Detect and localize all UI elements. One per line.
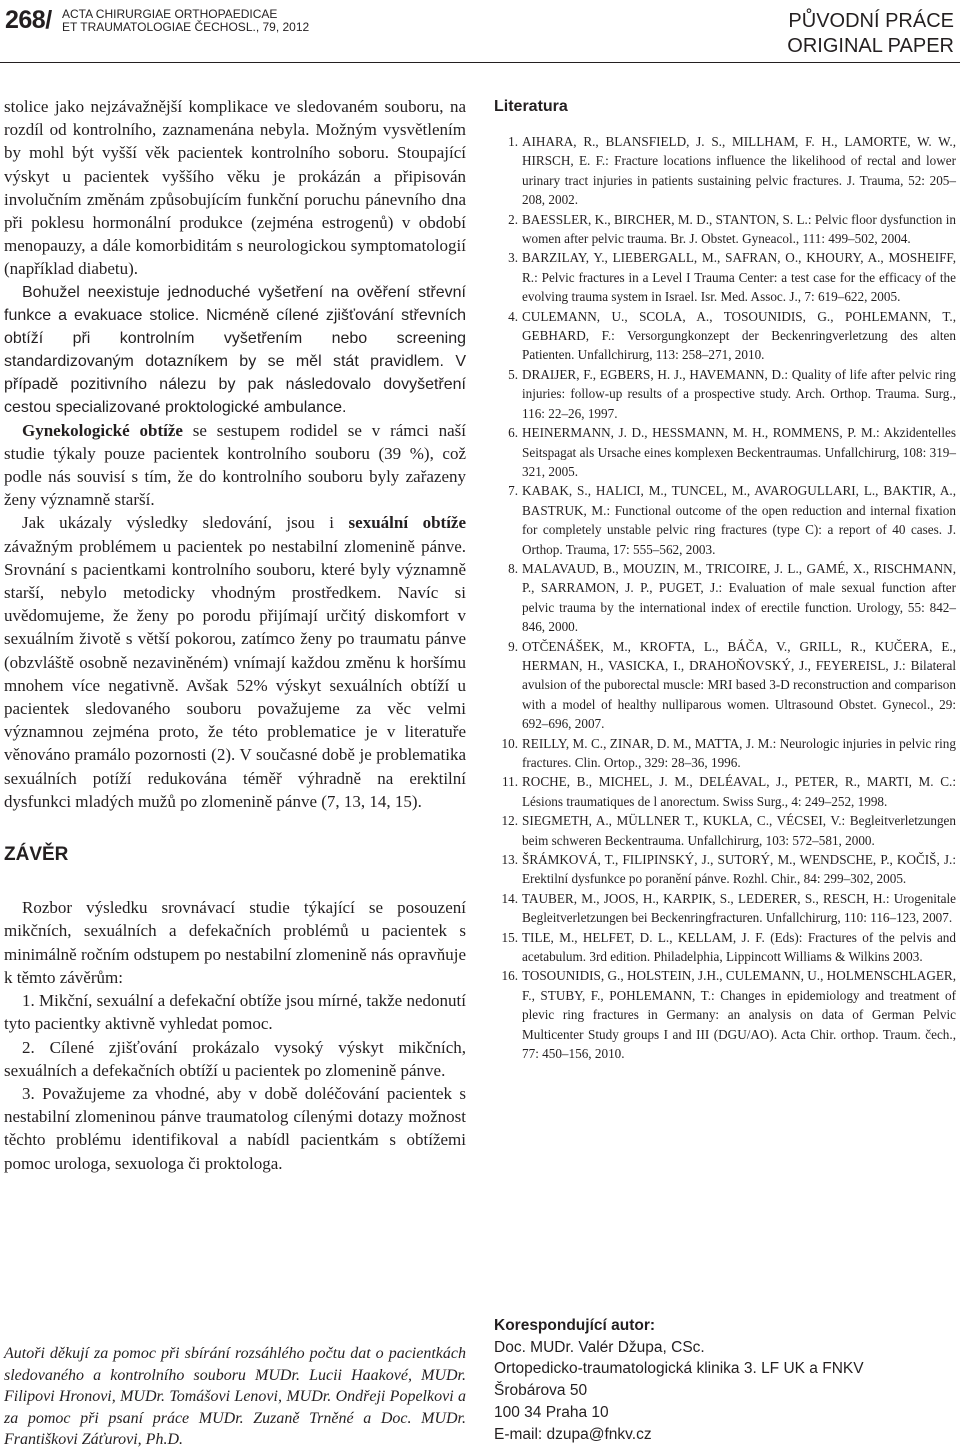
reference-item — [494, 365, 956, 423]
paragraph-3-text: se sestupem rodidel se v rámci naší studie týkaly pouze pacientek kontrolního souboru (39 %), což podle nás souvisí s tím, že do kontrolního souboru byly zařazeny ženy významně starší. — [4, 420, 466, 510]
reference-item — [494, 928, 956, 967]
reference-number: 12. — [501, 813, 518, 829]
correspondence-block — [494, 1315, 956, 1445]
section-title-conclusion: ZÁVĚR — [4, 844, 69, 866]
reference-item — [494, 559, 956, 637]
page-number: 268/ — [5, 6, 52, 34]
reference-text: TOSOUNIDIS, G., HOLSTEIN, J.H., CULEMANN, U., HOLMENSCHLAGER, F., STUBY, F., POHLEMANN, T.: Changes in epidemiology and treatment of plevic ring fractures in Germany: an analysis on data of German Pelvic Multicenter Study groups I and III (DGU/AO). Acta Chir. orthop. Traum. čech., 77: 450–156, 2010. — [522, 968, 956, 1062]
reference-text: HEINERMANN, J. D., HESSMANN, M. H., ROMMENS, P. M.: Akzidentelles Seitspagat als Ursache eines komplexen Beckentraumas. Unfallchirurg, 108: 319–321, 2005. — [522, 425, 956, 479]
acknowledgements: Autoři děkují za pomoc při sbírání rozsáhlého počtu dat o pacientkách sledovaného a kontrolního souboru MUDr. Lucii Haakové, MUDr. Filipovi Hronovi, MUDr. Tomášovi Lenovi, MUDr. Ondřeji Popelkovi a za pomoc při psaní práce MUDr. Zuzaně Trněné a Doc. MUDr. Františkovi Záťurovi, Ph.D. — [4, 1345, 466, 1448]
correspondence-city: 100 34 Praha 10 — [494, 1403, 609, 1421]
reference-item — [494, 966, 956, 1063]
paragraph-4 — [4, 511, 466, 813]
reference-item — [494, 637, 956, 734]
paragraph-1: stolice jako nejzávažnější komplikace ve sledovaném souboru, na rozdíl od kontrolního, zaznamenána nebyla. Možným vysvětlením by mohl být vyšší věk pacientek kontrolního soboru. Stoupající výskyt u pacientek vyššího věku je prokázán a připisován involučním změnám způsobujícím funkční poruchu pánevního dna při poklesu hormonální produkce (zejména estrogenů) v období menopauzy, a dále komorbiditám s neurologickou symptomatologií (například diabetu). — [4, 97, 466, 279]
reference-number: 4. — [508, 308, 518, 324]
reference-text: TAUBER, M., JOOS, H., KARPIK, S., LEDERER, S., RESCH, H.: Urogenitale Begleitverletzungen bei Beckenringfracturen. Unfallchirurg, 110: 116–123, 2007. — [522, 890, 956, 926]
reference-text: ROCHE, B., MICHEL, J. M., DELÉAVAL, J., PETER, R., MARTI, M. C.: Lésions traumatiques de l anorectum. Swiss Surg., 4: 249–252, 1998. — [522, 774, 956, 809]
reference-item — [494, 811, 956, 850]
reference-text: KABAK, S., HALICI, M., TUNCEL, M., AVAROGULLARI, L., BAKTIR, A., BASTRUK, M.: Functional outcome of the open reduction and internal fixation for completely unstable pelvic ring fractures (type C): a report of 40 cases. J. Orthop. Trauma, 17: 555–562, 2003. — [522, 483, 956, 557]
reference-number: 2. — [508, 211, 518, 227]
paragraph-2: Bohužel neexistuje jednoduché vyšetření na ověření střevní funkce a evakuace stolice. Nicméně cílené zjišťování střevních obtíží při kontrolním vyšetřením nebo screening standardizovaným dotazníkem by se měl stát pravidlem. V případě pozitivního nálezu by pak následovalo dovyšetření cestou specializované proktologické ambulance. — [4, 283, 466, 416]
conclusion-intro: Rozbor výsledku srovnávací studie týkající se posouzení mikčních, sexuálních a defekačních problémů u pacientek s minimálně ročním odstupem po nestabilní zlomenině nás opravňuje k těmto závěrům: — [4, 898, 466, 987]
journal-line-2: ET TRAUMATOLOGIAE ČECHOSL., 79, 2012 — [62, 20, 310, 34]
reference-text: MALAVAUD, B., MOUZIN, M., TRICOIRE, J. L., GAMÉ, X., RISCHMANN, P., SARRAMON, J. P., PUGET, J.: Evaluation of male sexual function after pelvic trauma by the international index of erectile function. Urology, 55: 842–846, 2000. — [522, 560, 956, 635]
reference-number: 3. — [508, 250, 518, 266]
reference-number: 14. — [501, 890, 518, 906]
reference-text: BAESSLER, K., BIRCHER, M. D., STANTON, S. L.: Pelvic floor dysfunction in women after pelvic trauma. Br. J. Obstet. Gyneacol., 111: 499–502, 2004. — [522, 211, 956, 247]
paragraph-4-start: Jak ukázaly výsledky sledování, jsou i — [22, 513, 349, 533]
reference-number: 6. — [508, 425, 518, 441]
reference-number: 7. — [508, 483, 518, 499]
left-column — [4, 95, 466, 1175]
reference-item — [494, 481, 956, 559]
reference-item — [494, 772, 956, 811]
reference-number: 8. — [508, 560, 518, 576]
article-type-line-2: ORIGINAL PAPER — [787, 35, 954, 57]
paragraph-3-heading: Gynekologické obtíže — [22, 420, 183, 440]
reference-number: 13. — [501, 852, 518, 868]
reference-number: 15. — [501, 929, 518, 945]
reference-text: OTČENÁŠEK, M., KROFTA, L., BÁČA, V., GRILL, R., KUČERA, E., HERMAN, H., VASICKA, I., DRAHOŇOVSKÝ, J., FEYEREISL, J.: Bilateral avulsion of the puborectal muscle: MRI based 3-D reconstruction and comparison with a model of healthy nulliparous women. Ultrasound Obstet. Gynecol., 29: 692–696, 2007. — [522, 638, 956, 732]
reference-item — [494, 132, 956, 210]
paragraph-3 — [4, 419, 466, 512]
reference-text: DRAIJER, F., EGBERS, H. J., HAVEMANN, D.: Quality of life after pelvic ring injuries: follow-up results of a prospective study. Arch. Orthop. Trauma. Surg., 116: 22–26, 1997. — [522, 366, 956, 421]
correspondence-name: Doc. MUDr. Valér Džupa, CSc. — [494, 1338, 705, 1356]
reference-item — [494, 423, 956, 481]
reference-item — [494, 210, 956, 249]
references-section — [494, 98, 956, 1064]
reference-number: 11. — [502, 774, 518, 790]
correspondence-email: E-mail: dzupa@fnkv.cz — [494, 1425, 652, 1443]
conclusion-point-1: 1. Mikční, sexuální a defekační obtíže jsou mírné, takže nedonutí tyto pacientky aktivně vyhledat pomoc. — [4, 991, 466, 1034]
reference-item — [494, 889, 956, 928]
reference-text: AIHARA, R., BLANSFIELD, J. S., MILLHAM, F. H., LAMORTE, W. W., HIRSCH, E. F.: Fracture locations influence the likelihood of rectal and lower urinary tract injuries in patients sustaining pelvic fractures. J. Trauma, 52: 205–208, 2002. — [522, 134, 956, 208]
correspondence-street: Šrobárova 50 — [494, 1382, 588, 1400]
paragraph-4-text: závažným problémem u pacientek po nestabilní zlomenině pánve. Srovnání s pacientkami kontrolního souboru, které byly významně starší, nebylo metodicky vhodným prostředkem. Navíc si uvědomujeme, že ženy po porodu přijímají určitý diskomfort v sexuálním životě s větší pokorou, zatímco ženy po traumatu pánve (obzvláště osobně nezaviněném) vnímají každou změnu k horšímu mnohem více negativně. Avšak 52% výskyt sexuálních obtíží u pacientek sledovaného souboru považujeme za věc velmi významnou zejména proto, že této problematice je v literatuře věnováno pramálo pozornosti (2). V současné době je problematika sexuálních potíží redukována téměř výhradně na erektilní dysfunkci mladých mužů po zlomenině pánve (7, 13, 14, 15). — [4, 536, 466, 811]
reference-number: 1. — [508, 134, 518, 149]
reference-item — [494, 734, 956, 773]
reference-text: CULEMANN, U., SCOLA, A., TOSOUNIDIS, G., POHLEMANN, T., GEBHARD, F.: Versorgungkonzept der Beckenringverletzung des alten Patienten. Unfallchirurg, 113: 258–271, 2010. — [522, 308, 956, 363]
reference-text: SIEGMETH, A., MÜLLNER T., KUKLA, C., VÉCSEI, V.: Begleitverletzungen beim schweren Beckentrauma. Unfallchirurg, 103: 572–581, 2000. — [522, 813, 956, 848]
reference-number: 16. — [501, 968, 518, 984]
reference-item — [494, 248, 956, 306]
paragraph-4-heading: sexuální obtíže — [348, 513, 467, 533]
reference-text: ŠRÁMKOVÁ, T., FILIPINSKÝ, J., SUTORÝ, M., WENDSCHE, P., KOČIŠ, J.: Erektilní dysfunkce po poranění pánve. Rozhl. Chir., 84: 299–302, 2005. — [522, 852, 956, 887]
correspondence-title: Korespondující autor: — [494, 1317, 656, 1334]
article-type-line-1: PŮVODNÍ PRÁCE — [788, 10, 954, 32]
references-title: Literatura — [494, 98, 568, 115]
references-list — [494, 132, 956, 1064]
reference-number: 5. — [508, 366, 518, 382]
conclusion-point-2: 2. Cílené zjišťování prokázalo vysoký výskyt mikčních, sexuálních a defekačních obtíží u pacientek po zlomenině pánve. — [4, 1037, 466, 1080]
conclusion-point-3: 3. Považujeme za vhodné, aby v době doléčování pacientek s nestabilní zlomeninou pánve traumatolog cílenými dotazy možnost těchto problému identifikoval a nabídl pacientkám s obtížemi pomoc urologa, sexuologa či proktologa. — [4, 1083, 466, 1173]
reference-number: 10. — [501, 735, 518, 751]
reference-number: 9. — [508, 638, 518, 654]
reference-text: BARZILAY, Y., LIEBERGALL, M., SAFRAN, O., KHOURY, A., MOSHEIFF, R.: Pelvic fractures in a Level I Trauma Center: a test case for the efficacy of the evolving trauma system in Israel. Isr. Med. Assoc. J., 7: 619–622, 2005. — [522, 250, 956, 305]
correspondence-institution: Ortopedicko-traumatologická klinika 3. LF UK a FNKV — [494, 1360, 864, 1378]
reference-item — [494, 850, 956, 889]
journal-line-1: ACTA CHIRURGIAE ORTHOPAEDICAE — [62, 7, 278, 21]
header-divider — [0, 62, 960, 63]
journal-title — [62, 8, 309, 34]
reference-text: TILE, M., HELFET, D. L., KELLAM, J. F. (Eds): Fractures of the pelvis and acetabulum. 3rd edition. Philadelphia, Lippincott Williams & Wilkins 2003. — [522, 929, 956, 965]
reference-item — [494, 307, 956, 365]
reference-text: REILLY, M. C., ZINAR, D. M., MATTA, J. M.: Neurologic injuries in pelvic ring fractures. Clin. Ortop., 329: 28–36, 1996. — [522, 735, 956, 770]
article-type — [787, 9, 954, 59]
